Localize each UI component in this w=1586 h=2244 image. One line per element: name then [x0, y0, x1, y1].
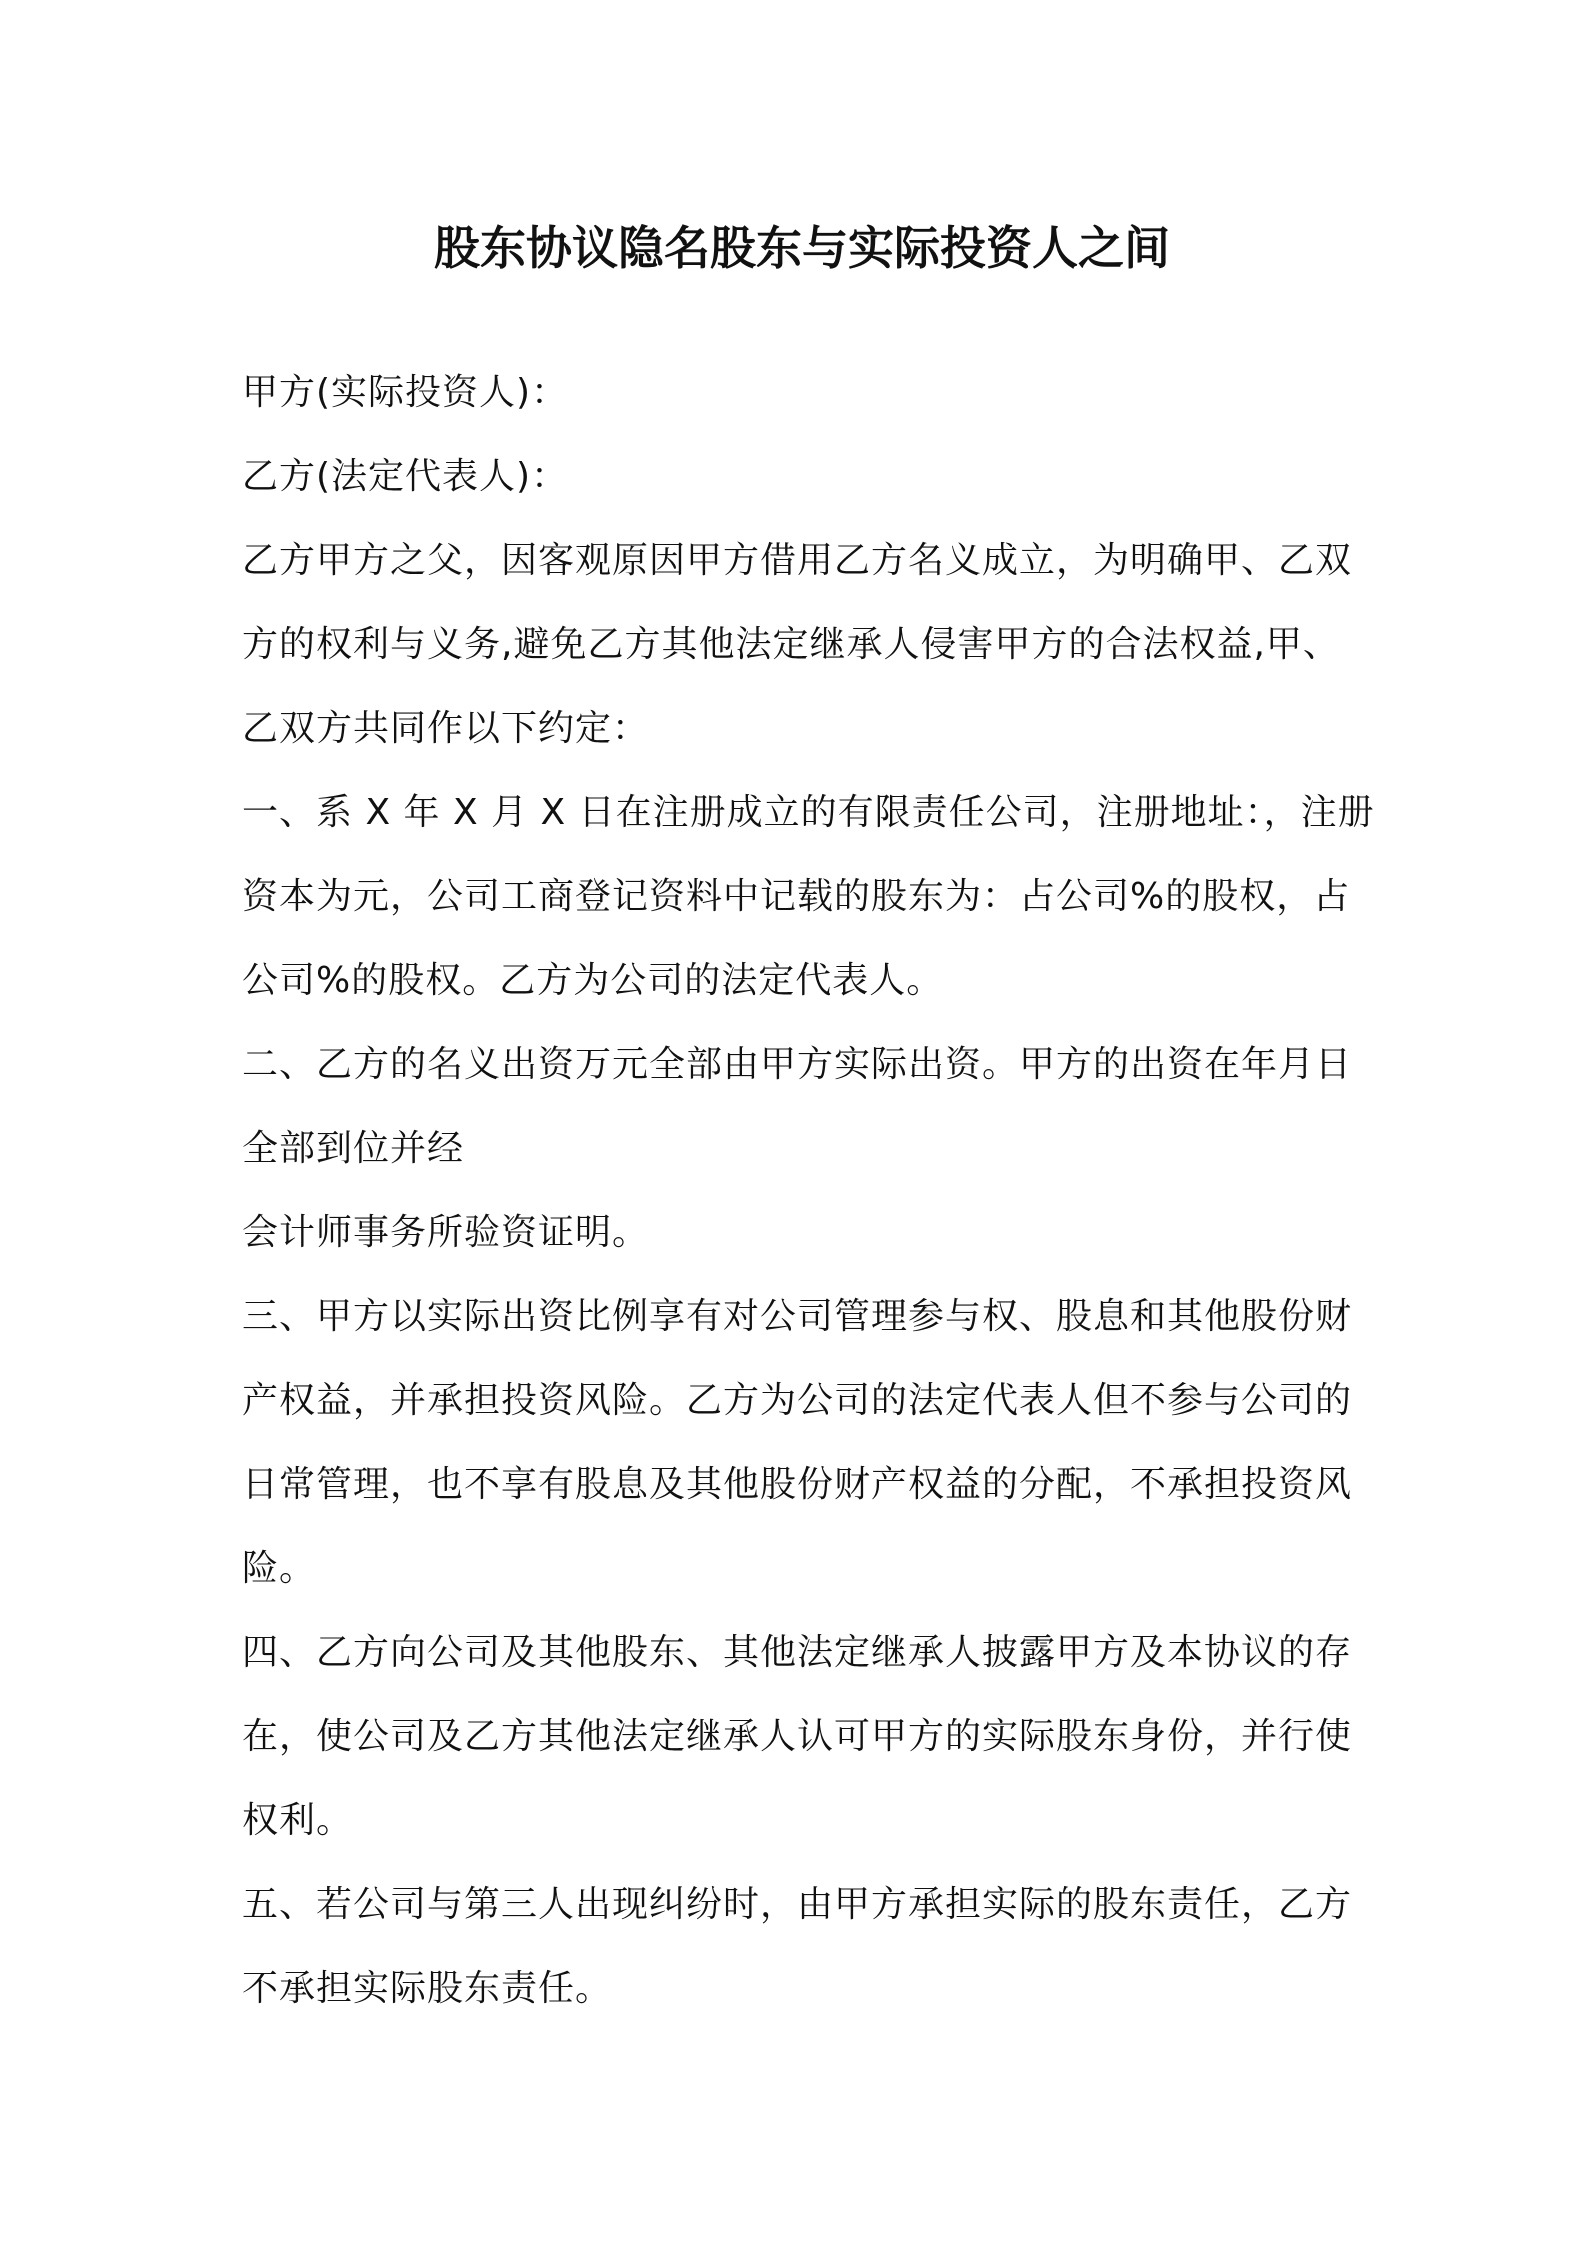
- paragraph-line: 公司%的股权。乙方为公司的法定代表人。: [242, 960, 944, 1001]
- paragraph-line: 权利。: [242, 1800, 354, 1841]
- party-a-line: 甲方(实际投资人)：: [242, 372, 569, 413]
- paragraph-line: 乙双方共同作以下约定：: [242, 708, 650, 749]
- paragraph-line: 日常管理，也不享有股息及其他股份财产权益的分配，不承担投资风: [242, 1464, 1353, 1505]
- paragraph-line: 五、若公司与第三人出现纠纷时，由甲方承担实际的股东责任，乙方: [242, 1884, 1353, 1925]
- clause-1: [242, 771, 1502, 1023]
- paragraph-line: 资本为元，公司工商登记资料中记载的股东为：占公司%的股权，占: [242, 876, 1351, 917]
- paragraph-line: 不承担实际股东责任。: [242, 1968, 613, 2009]
- clause-3: [242, 1275, 1502, 1611]
- clause-5: [242, 1863, 1502, 2031]
- paragraph-line: 方的权利与义务,避免乙方其他法定继承人侵害甲方的合法权益,甲、: [242, 624, 1340, 665]
- clause-4: [242, 1611, 1502, 1863]
- clause-2: [242, 1023, 1502, 1275]
- party-b-line: 乙方(法定代表人)：: [242, 456, 569, 497]
- paragraph-line: 三、甲方以实际出资比例享有对公司管理参与权、股息和其他股份财: [242, 1296, 1353, 1337]
- paragraph-line: 会计师事务所验资证明。: [242, 1212, 650, 1253]
- paragraph-line: 一、系 X 年 X 月 X 日在注册成立的有限责任公司，注册地址：，注册: [242, 792, 1375, 833]
- document-title: 股东协议隐名股东与实际投资人之间: [434, 221, 1170, 275]
- paragraph-line: 全部到位并经: [242, 1128, 465, 1169]
- paragraph-line: 乙方甲方之父，因客观原因甲方借用乙方名义成立，为明确甲、乙双: [242, 540, 1353, 581]
- document-body: [242, 351, 1502, 2031]
- preamble-paragraph: [242, 519, 1502, 771]
- paragraph-line: 四、乙方向公司及其他股东、其他法定继承人披露甲方及本协议的存: [242, 1632, 1353, 1673]
- paragraph-line: 二、乙方的名义出资万元全部由甲方实际出资。甲方的出资在年月日: [242, 1044, 1353, 1085]
- paragraph-line: 在，使公司及乙方其他法定继承人认可甲方的实际股东身份，并行使: [242, 1716, 1353, 1757]
- paragraph-line: 产权益，并承担投资风险。乙方为公司的法定代表人但不参与公司的: [242, 1380, 1353, 1421]
- paragraph-line: 险。: [242, 1548, 317, 1589]
